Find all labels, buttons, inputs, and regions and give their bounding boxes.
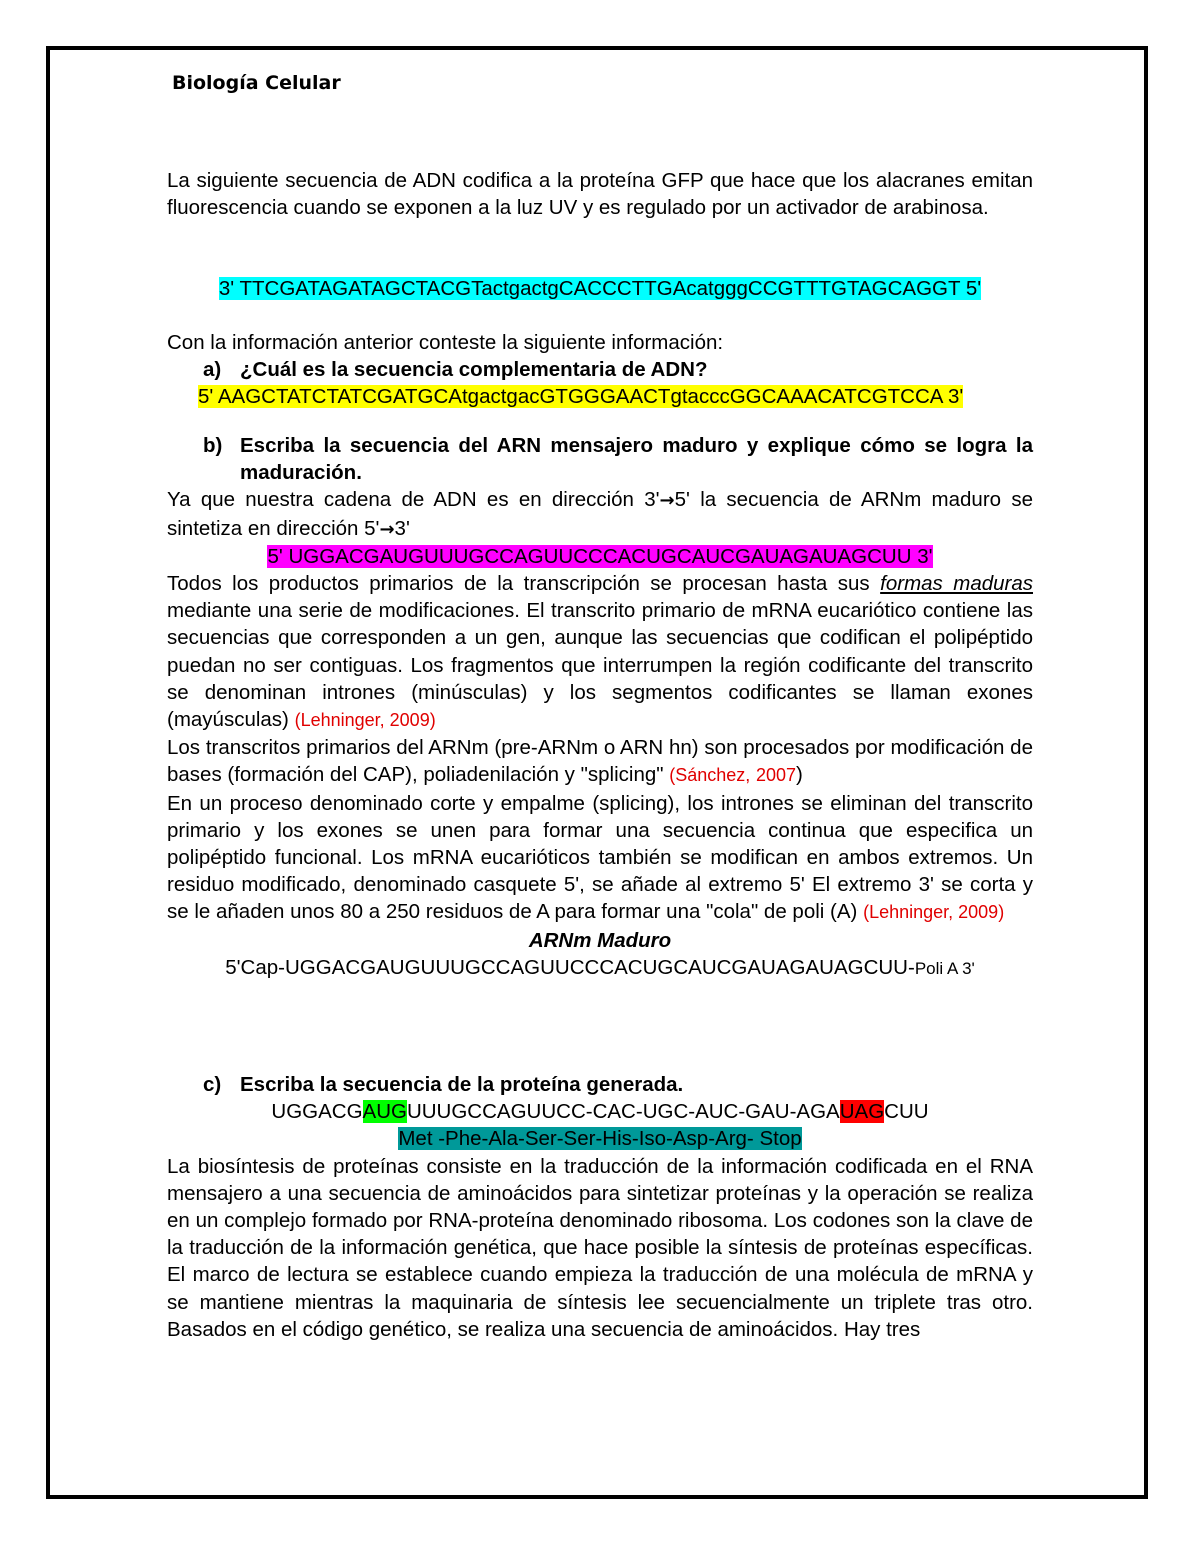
question-c-text: Escriba la secuencia de la proteína generada. [240,1073,684,1096]
question-b [167,432,1033,982]
right-arrow-icon: → [659,490,675,512]
question-b-label: b) [203,434,223,457]
complementary-dna-answer: 5' AAGCTATCTATCGATGCAtgactgacGTGGGAACTgtacccGGCAAACATCGTCCA 3' [198,385,964,409]
question-a [167,356,1033,410]
codon-sequence: UGGACGAUGUUUGCCAGUUCC-CAC-UGC-AUC-GAU-AGAUAGCUU [271,1100,929,1124]
question-c-label: c) [203,1073,222,1096]
mrna-sequence: 5' UGGACGAUGUUUGCCAGUUCCCACUGCAUCGAUAGAUAGCUU 3' [267,544,933,568]
mature-mrna-title: ARNm Maduro [528,928,672,952]
processing-paragraph: Los transcritos primarios del ARNm (pre-ARNm o ARN hn) son procesados por modificación de bases (formación del CAP), poliadenilación y "splicing" (Sánchez, 2007) [167,736,1033,787]
protein-sequence: Met -Phe-Ala-Ser-Ser-His-Iso-Asp-Arg- Stop [398,1127,802,1151]
start-codon: AUG [362,1100,407,1124]
splicing-paragraph: En un proceso denominado corte y empalme (splicing), los intrones se eliminan del transcrito primario y los exones se unen para formar una secuencia continua que especifica un polipéptido funcional. Los mRNA eucarióticos también se modifican en ambos extremos. Un residuo modificado, denominado casquete 5', se añade al extremo 5' El extremo 3' se corta y se le añaden unos 80 a 250 residuos de A para formar una "cola" de poli (A) (Lehninger, 2009) [167,791,1033,924]
question-a-text: ¿Cuál es la secuencia complementaria de ADN? [240,358,708,381]
document-header: Biología Celular [172,72,341,94]
right-arrow-icon: → [379,518,395,540]
intro-paragraph: La siguiente secuencia de ADN codifica a la proteína GFP que hace que los alacranes emitan fluorescencia cuando se exponen a la luz UV y es regulado por un activador de arabinosa. [167,169,1033,220]
rna-sequence-line [167,543,1033,570]
citation-lehninger: (Lehninger, 2009) [294,710,436,731]
citation-lehninger: (Lehninger, 2009) [863,902,1005,923]
prompt-line: Con la información anterior conteste la siguiente información: [167,331,724,354]
dna-sequence-line [167,275,1033,302]
direction-paragraph: Ya que nuestra cadena de ADN es en dirección 3'→5' la secuencia de ARNm maduro se sintetiza en dirección 5'→3' [167,488,1033,540]
question-a-label: a) [203,358,222,381]
stop-codon: UAG [839,1100,885,1124]
dna-sequence: 3' TTCGATAGATAGCTACGTactgactgCACCCTTGAcatgggCCGTTTGTAGCAGGT 5' [218,277,982,300]
biosynthesis-paragraph: La biosíntesis de proteínas consiste en la traducción de la información codificada en el RNA mensajero a una secuencia de aminoácidos para sintetizar proteínas y la operación se realiza en un complejo formado por RNA-proteína denominado ribosoma. Los codones son la clave de la traducción de la información genética, que hace posible la síntesis de proteínas específicas. El marco de lectura se establece cuando empieza la traducción de una molécula de mRNA y se mantiene mientras la maquinaria de síntesis lee secuencialmente un triplete tras otro. Basados en el código genético, se realiza una secuencia de aminoácidos. Hay tres [167,1154,1033,1341]
maturation-paragraph: Todos los productos primarios de la transcripción se procesan hasta sus formas maduras mediante una serie de modificaciones. El transcrito primario de mRNA eucariótico contiene las secuencias que corresponden a un gen, aunque las secuencias que codifican el polipéptido puedan no ser contiguas. Los fragmentos que interrumpen la región codificante del transcrito se denominan intrones (minúsculas) y los segmentos codificantes se llaman exones (mayúsculas) (Lehninger, 2009) [167,572,1033,732]
question-b-text: Escriba la secuencia del ARN mensajero maduro y explique cómo se logra la maduración. [240,434,1033,485]
question-c [167,1071,1033,1343]
citation-sanchez: (Sánchez, [669,765,751,786]
formas-maduras-text: formas maduras [880,572,1033,596]
mature-mrna-sequence: 5'Cap-UGGACGAUGUUUGCCAGUUCCCACUGCAUCGAUAGAUAGCUU-Poli A 3' [225,955,975,979]
protein-sequence-line [167,1125,1033,1152]
